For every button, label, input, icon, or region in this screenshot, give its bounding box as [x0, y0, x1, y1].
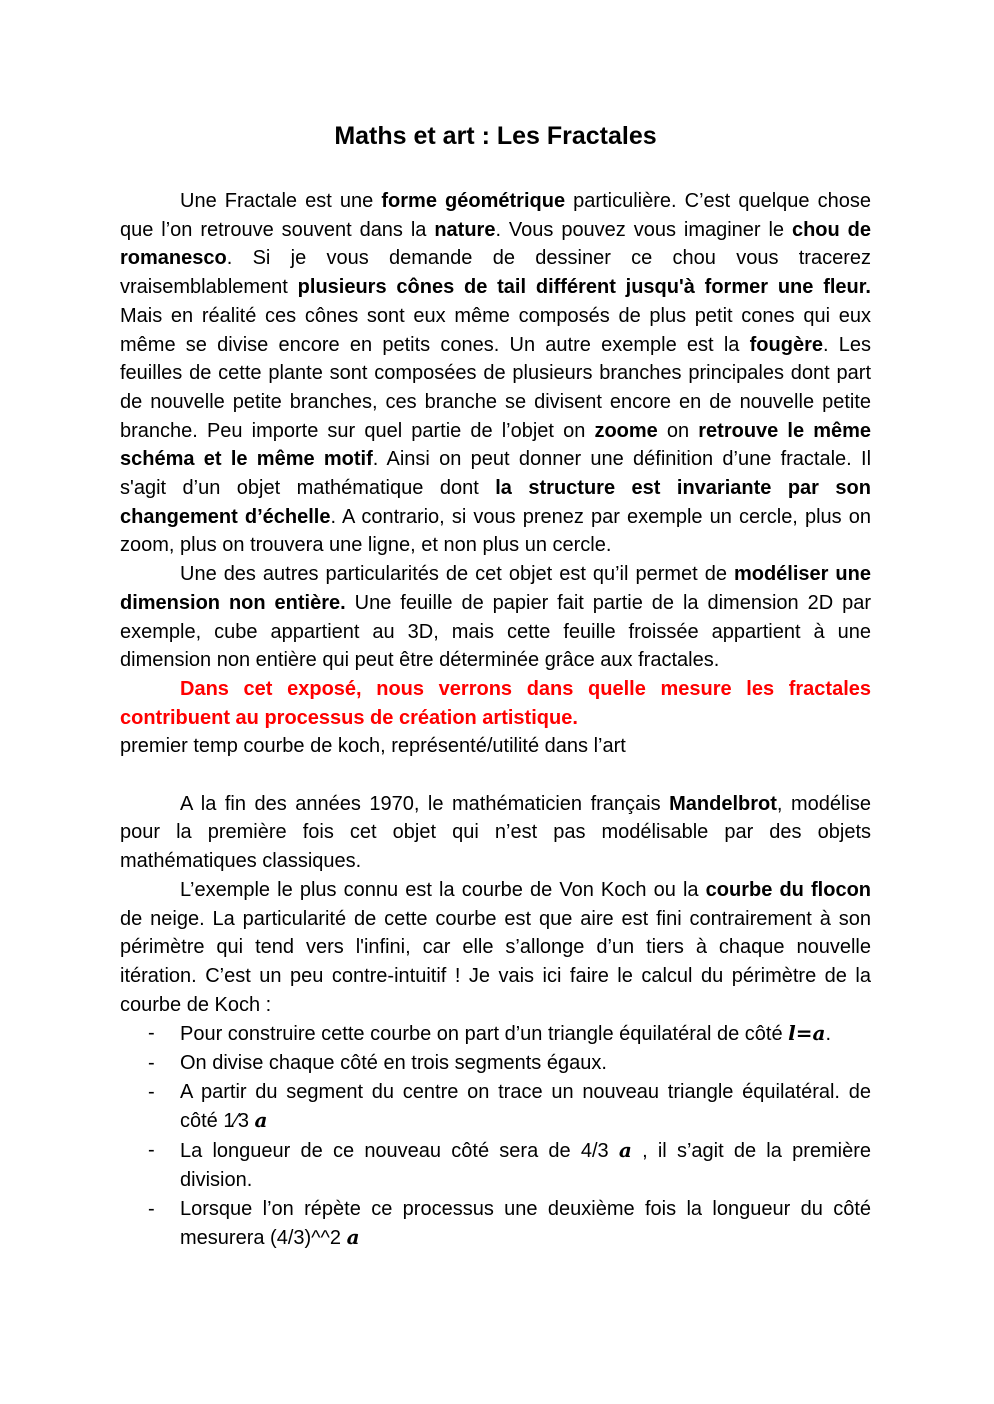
text-run: . Les feuilles de cette plante sont composées de plusieurs branches principales dont part de nouvelle petite branches, ces branche se divisent encore en de nouvelle petite branche. Peu importe sur quel partie de l’objet on: [120, 333, 872, 442]
paragraph-note: premier temp courbe de koch, représenté/utilité dans l’art: [120, 735, 626, 758]
text-run: , modélise pour la première fois cet objet qui n’est pas modélisable par des objets mathématiques classiques.: [120, 792, 871, 873]
bold-text: zoome: [594, 419, 658, 442]
text-run: de neige. La particularité de cette courbe est que aire est fini contrairement à son périmètre qui tend vers l'infini, car elle s’allonge d’un tiers à chaque nouvelle itération. C’est un peu contre-intuitif ! Je vais ici faire le calcul du périmètre de la courbe de Koch :: [120, 907, 871, 1016]
bold-text: retrouve le même schéma et le même motif: [120, 419, 872, 471]
paragraph-problematique: Dans cet exposé, nous verrons dans quelle mesure les fractales contribuent au processus de création artistique.: [120, 677, 871, 729]
blank-line: [120, 761, 871, 790]
list-dash-marker: -: [148, 1197, 155, 1220]
text-run: Mais en réalité ces cônes sont eux même composés de plus petit cones qui eux même se divise encore en petits cones. Un autre exemple est la: [120, 304, 871, 356]
text-run: Une feuille de papier fait partie de la dimension 2D par exemple, cube appartient au 3D, mais cette feuille froissée appartient à une dimension non entière qui peut être déterminée grâce aux fractales.: [120, 591, 871, 672]
list-item: [120, 1019, 871, 1049]
text-run: Pour construire cette courbe on part d’un triangle équilatéral de côté: [180, 1023, 789, 1046]
document-page: [120, 118, 871, 1253]
text-run: , il s’agit de la première division.: [180, 1140, 872, 1191]
text-run: A la fin des années 1970, le mathématicien français: [180, 792, 670, 815]
text-run: on: [657, 419, 699, 442]
list-dash-marker: -: [148, 1022, 155, 1045]
text-run: particulière. C’est quelque chose que l’on retrouve souvent dans la: [120, 190, 871, 241]
list-item: [120, 1049, 871, 1078]
text-run: . Ainsi on peut donner une définition d’une fractale. Il s'agit d’un objet mathématique dont: [120, 448, 872, 500]
list-item: [120, 1136, 871, 1194]
bold-text: nature: [434, 218, 496, 241]
list-item: [120, 1078, 871, 1136]
text-run: . Si je vous demande de dessiner ce chou vous tracerez vraisemblablement: [120, 247, 871, 299]
paragraph-intro: [120, 187, 871, 560]
text-run: . Vous pouvez vous imaginer le: [495, 218, 792, 241]
bold-text: la structure est invariante par son changement d’échelle: [120, 477, 871, 528]
text-run: Lorsque l’on répète ce processus une deuxième fois la longueur du côté mesurera (4/3)^^2: [180, 1197, 871, 1250]
bold-text: forme géométrique: [381, 190, 566, 212]
koch-steps-list: [120, 1019, 871, 1253]
bold-text: courbe du flocon: [705, 878, 871, 901]
list-item: [120, 1195, 871, 1253]
list-dash-marker: -: [148, 1080, 155, 1103]
bold-text: fougère: [749, 333, 823, 356]
paragraph-mandelbrot: [120, 790, 871, 876]
list-dash-marker: -: [148, 1052, 155, 1075]
math-symbol: a: [346, 1225, 360, 1250]
list-dash-marker: -: [148, 1139, 155, 1162]
paragraph-koch: [120, 876, 871, 1020]
text-run: . A contrario, si vous prenez par exemple un cercle, plus on zoom, plus on trouvera une ligne, et non plus un cercle.: [120, 505, 871, 557]
bold-text: Mandelbrot: [669, 792, 777, 815]
text-run: On divise chaque côté en trois segments égaux.: [180, 1052, 607, 1075]
text-run: L’exemple le plus connu est la courbe de Von Koch ou la: [180, 878, 706, 901]
paragraph-dimension: [120, 560, 871, 675]
text-run: Une des autres particularités de cet objet est qu’il permet de: [180, 563, 734, 586]
math-symbol: a: [254, 1108, 268, 1133]
bold-text: plusieurs cônes de tail différent jusqu'à former une fleur.: [297, 276, 871, 299]
text-run: La longueur de ce nouveau côté sera de 4/3: [180, 1140, 619, 1163]
bold-text: chou de romanesco: [120, 218, 871, 270]
text-run: Une Fractale est une: [180, 190, 382, 212]
math-symbol: a: [618, 1138, 632, 1163]
math-symbol: l=a: [788, 1021, 826, 1046]
bold-text: modéliser une dimension non entière.: [120, 563, 871, 614]
text-run: A partir du segment du centre on trace un nouveau triangle équilatéral. de côté 1⁄3: [180, 1080, 871, 1133]
page-title: Maths et art : Les Fractales: [334, 122, 657, 150]
text-run: .: [825, 1023, 832, 1046]
